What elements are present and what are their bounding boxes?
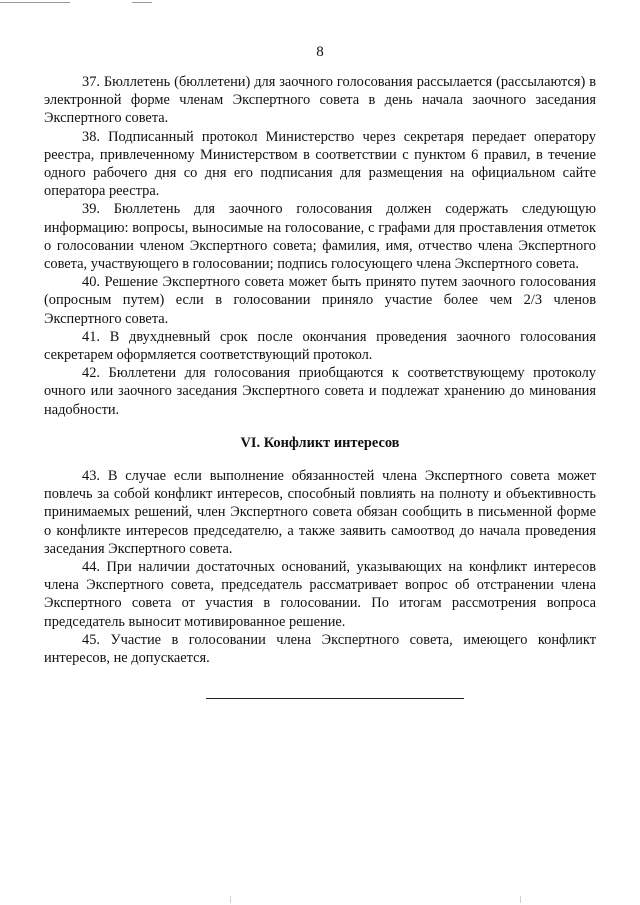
paragraph-43: 43. В случае если выполнение обязанностей члена Экспертного совета может повлечь за собой конфликт интересов, способный повлиять на полноту и объективность принимаемых решений, член Экспертного совета обязан сообщить в письменной форме о конфликте интересов председателю, а также заявить самоотвод до начала проведения заседания Экспертного совета. xyxy=(44,468,596,557)
scan-edge-mark xyxy=(132,2,152,3)
page-number: 8 xyxy=(316,44,324,60)
paragraph-45: 45. Участие в голосовании члена Экспертного совета, имеющего конфликт интересов, не допускается. xyxy=(44,631,596,667)
scan-edge-mark xyxy=(0,2,70,3)
paragraph-37: 37. Бюллетень (бюллетени) для заочного голосования рассылается (рассылаются) в электронной форме членам Экспертного совета в день начала заочного заседания Экспертного совета. xyxy=(44,74,596,127)
paragraph-42: 42. Бюллетени для голосования приобщаются к соответствующему протоколу очного или заочного заседания Экспертного совета и подлежат хранению до минования надобности. xyxy=(44,365,596,418)
paragraph-38: 38. Подписанный протокол Министерство через секретаря передает оператору реестра, привлеченному Министерством в соответствии с пунктом 6 правил, в течение одного рабочего дня со дня его подписания для размещения на официальном сайте оператора реестра. xyxy=(44,128,596,200)
paragraph-40: 40. Решение Экспертного совета может быть принято путем заочного голосования (опросным путем) если в голосовании приняло участие более чем 2/3 членов Экспертного совета. xyxy=(44,274,596,327)
paragraph-44: 44. При наличии достаточных оснований, указывающих на конфликт интересов члена Экспертного совета, председатель рассматривает вопрос об отстранении члена Экспертного совета от участия в голосовании. По итогам рассмотрения вопроса председатель выносит мотивированное решение. xyxy=(44,559,596,630)
section-heading: VI. Конфликт интересов xyxy=(240,434,400,451)
paragraph-41: 41. В двухдневный срок после окончания проведения заочного голосования секретарем оформляется соответствующий протокол. xyxy=(44,328,596,364)
end-of-document-rule xyxy=(206,698,464,699)
paragraph-39: 39. Бюллетень для заочного голосования должен содержать следующую информацию: вопросы, выносимые на голосование, с графами для проставления отметок о голосовании членом Экспертного совета; фамилия, имя, отчество члена Экспертного совета, участвующего в голосовании; подпись голосующего члена Экспертного совета. xyxy=(44,201,596,273)
scan-edge-mark xyxy=(520,896,521,903)
scan-edge-mark xyxy=(230,896,231,903)
document-body xyxy=(44,73,596,667)
